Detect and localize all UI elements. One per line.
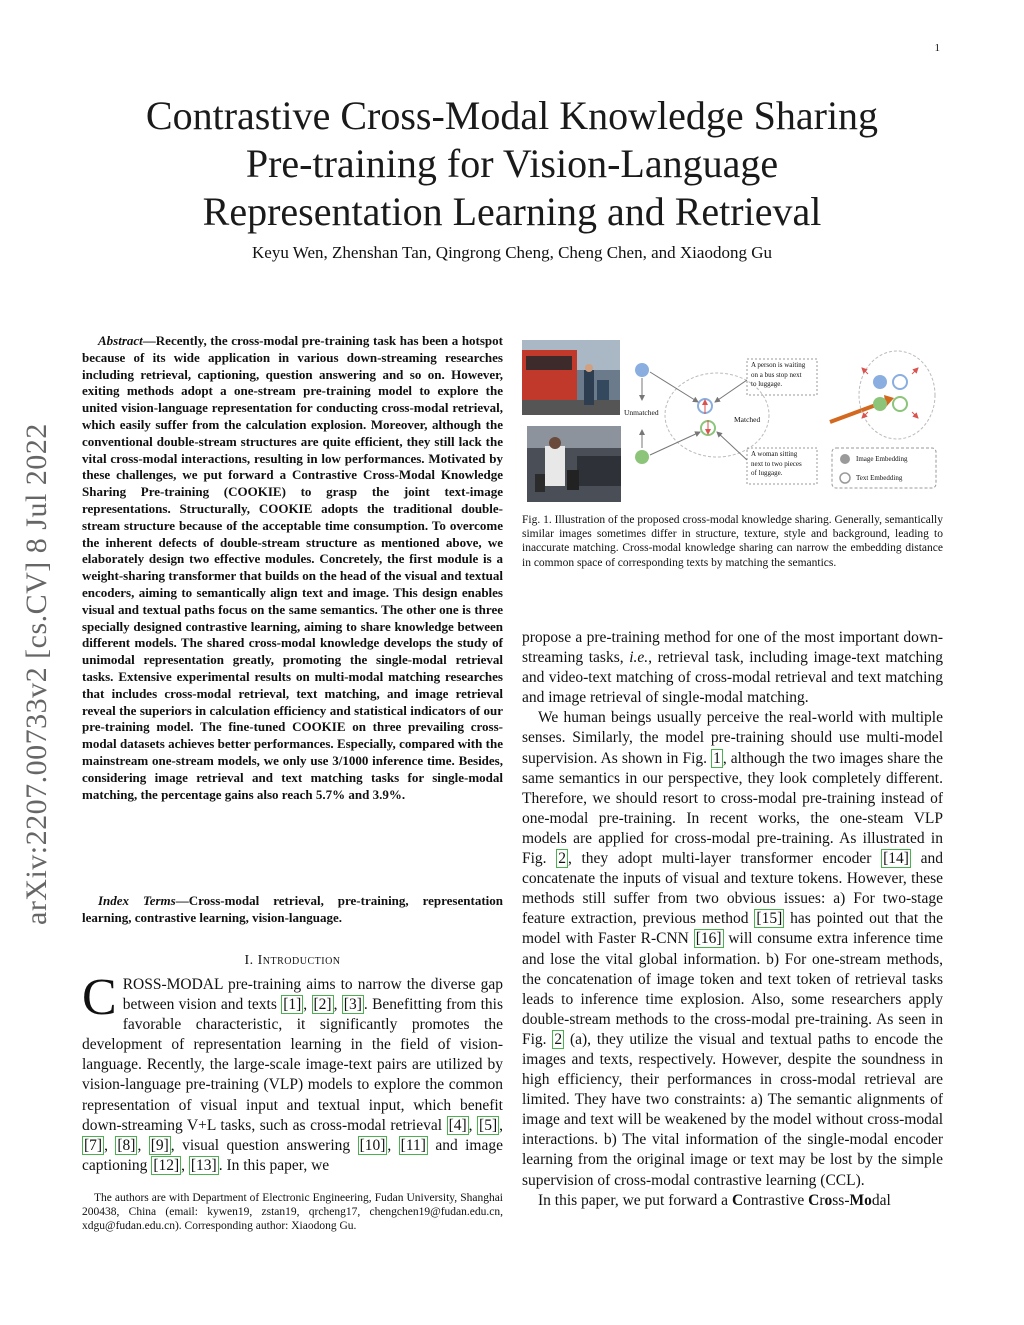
intro-sep: ,	[137, 1136, 149, 1154]
embedding-node	[873, 397, 887, 411]
acronym-letter: C	[731, 1191, 744, 1209]
section-title: Introduction	[257, 953, 341, 968]
intro-text: and image captioning	[82, 1136, 503, 1174]
legend-text-label: Text Embedding	[856, 474, 903, 482]
body-text: will consume extra inference time and lose the vital global information. b) For one-stream methods, the concatenation of image token and text token of retrieval tasks leads to inference time explosion. Also, some researchers apply double-stream methods to the cross-modal pre-training. As seen in Fig.	[522, 930, 943, 1048]
introduction-paragraph	[82, 969, 504, 1176]
arrow	[715, 380, 747, 402]
intro-text: ROSS-MODAL pre-training aims to narrow the diverse gap between vision and texts	[122, 976, 503, 1014]
citation-link[interactable]: [8]	[117, 1136, 136, 1154]
intro-sep: ,	[387, 1136, 399, 1154]
acronym-letter: C	[808, 1191, 820, 1209]
caption-line: next to two pieces	[751, 459, 802, 468]
arrow	[650, 372, 698, 402]
citation-link[interactable]: [15]	[756, 910, 783, 928]
intro-text: . Benefitting from this favorable characteristic, it significantly promotes the development of representation learning in the field of vision-language. Recently, the large-scale image-text pairs are utilized by vision-language pre-training (VLP) models to explore the common representation of visual input and textual input, which benefit down-streaming V+L tasks, such as cross-modal retrieval	[82, 996, 504, 1134]
page-number: 1	[934, 42, 940, 54]
citation-link[interactable]: [14]	[883, 850, 909, 868]
intro-sep: ,	[104, 1136, 116, 1154]
figure-ref-link[interactable]: 2	[554, 1030, 563, 1048]
citation-link[interactable]: [13]	[190, 1156, 217, 1174]
citation-link[interactable]: [2]	[313, 996, 332, 1014]
abstract-text: Recently, the cross-modal pre-training task has been a hotspot because of its wide application in various down-streaming researches including retrieval, captioning, question answering and so on. However, exiting methods adopt a one-stream pre-training model to explore the united vision-language representation for conducting cross-modal retrieval, which easily suffer from the calculation explosion. Moreover, although the conventional double-stream structures are quite efficient, they still lack the vital cross-modal interactions, resulting in low performances. Motivated by these challenges, we put forward a Contrastive Cross-Modal Knowledge Sharing Pre-training (COOKIE) to grasp the joint text-image representations. Structurally, COOKIE adopts the traditional double-stream structure because of the acceptable time consumption. To overcome the inherent defects of double-stream structure as mentioned above, we elaborately design two effective modules. Concretely, the first module is a weight-sharing transformer that builds on the head of the visual and textual encoders, aiming to semantically align text and image. This design enables visual and textual paths focus on the same semantics. The other one is three specially designed contrastive learning, aiming to share knowledge between different models. The shared cross-modal knowledge develops the study of unimodal representation greatly, promoting the single-modal retrieval tasks. Extensive experimental results on multi-modal matching researches that includes cross-modal retrieval, text matching, and image retrieval reveal the superiors in calculation efficiency and statistical indicators of our pre-training model. The fine-tuned COOKIE on three prevailing cross-modal datasets achieves better performances. Especially, compared with the mainstream one-stream models, we only use 3/1000 inference time. Besides, considering image retrieval and text matching tasks for single-modal matching, the percentage gains also reach 5.7% and 3.9%.	[82, 333, 503, 802]
intro-text: , visual question answering	[170, 1136, 358, 1154]
figure-ref-link[interactable]: 2	[558, 850, 566, 868]
paragraph	[522, 628, 943, 708]
body-text: In this paper, we put forward a	[538, 1191, 732, 1209]
embedding-node	[873, 375, 887, 389]
intro-sep: ,	[333, 996, 342, 1014]
section-heading	[82, 953, 503, 969]
body-text: has pointed out that the model with Faster R-CNN	[522, 910, 943, 948]
body-text: (a), they utilize the visual and textual paths to encode the images and texts, respectively. However, despite the soundness in high efficiency, their performances in cross-modal retrieval are limited. They have two constraints: a) The semantic alignments of image and text will be weakened by the model without cross-modal interactions. b) The vital information of the single-modal encoder learning from the original image or text may be lost by the simple supervision of cross-modal contrastive learning (CCL).	[522, 1030, 943, 1189]
index-terms-label: Index Terms	[98, 893, 176, 908]
citation-link[interactable]: [12]	[153, 1156, 180, 1174]
abstract-dash: —	[142, 333, 156, 348]
drop-cap: C	[82, 969, 117, 1026]
red-arrow	[862, 368, 868, 374]
index-terms	[82, 893, 503, 927]
legend-image-label: Image Embedding	[856, 455, 908, 463]
citation-link[interactable]: [7]	[84, 1136, 103, 1154]
intro-sep: ,	[181, 1156, 189, 1174]
paragraph	[522, 708, 943, 1190]
caption-line: on a bus stop next	[751, 370, 802, 379]
body-text: retrieval task, including image-text matching and video-text matching of cross-modal retrieval and text matching and image retrieval of single-modal matching.	[522, 649, 943, 707]
citation-link[interactable]: [11]	[400, 1136, 426, 1154]
caption-line: to luggage.	[751, 380, 783, 388]
label-matched: Matched	[734, 415, 761, 424]
abstract-label: Abstract	[98, 333, 143, 348]
legend-text-swatch	[840, 473, 850, 483]
citation-link[interactable]: [5]	[479, 1116, 498, 1134]
label-unmatched: Unmatched	[624, 408, 659, 417]
embedding-diagram	[522, 340, 942, 510]
arxiv-sidebar-stamp: arXiv:2207.00733v2 [cs.CV] 8 Jul 2022	[20, 423, 53, 925]
citation-link[interactable]: [4]	[448, 1116, 467, 1134]
title-line: Pre-training for Vision-Language	[245, 141, 779, 186]
caption-text-top	[751, 361, 805, 390]
intro-sep: ,	[303, 996, 312, 1014]
body-text: ontrastive	[743, 1191, 809, 1209]
figure-ref-link[interactable]: 1	[713, 749, 721, 767]
paper-title	[90, 92, 934, 236]
embedding-space	[859, 351, 935, 439]
right-column-body	[522, 628, 943, 1211]
body-text: dal	[871, 1191, 891, 1209]
citation-link[interactable]: [1]	[283, 996, 302, 1014]
citation-link[interactable]: [9]	[150, 1136, 169, 1154]
acronym-letter: M	[849, 1191, 865, 1209]
caption-line: of luggage.	[751, 469, 783, 477]
body-text: , although the two images share the same semantics in our perspective, they look completely different. Therefore, we should resort to cross-modal pre-training instead of one-modal pre-training. In recent works, the one-steam VLP models are applied for cross-modal pre-training. As illustrated in Fig.	[522, 749, 943, 868]
index-terms-text: Cross-modal retrieval, pre-training, representation learning, contrastive learning, vision-language.	[82, 893, 503, 925]
body-text: and concatenate the inputs of visual and texture tokens. However, these methods still suffer from two obvious issues: a) For two-stage feature extraction, previous method	[522, 850, 943, 928]
body-text: We human beings usually perceive the real-world with multiple senses. Similarly, the model pre-training should use multi-model supervision. As shown in Fig.	[522, 709, 943, 767]
caption-text-bottom	[751, 450, 802, 479]
body-text: propose a pre-training method for one of the most important down-streaming tasks,	[522, 629, 943, 667]
acronym-letter: o	[824, 1191, 833, 1209]
author-footnote: The authors are with Department of Electronic Engineering, Fudan University, Shanghai 200438, China (email: kywen19, zstan19, qrcheng17, chengchen19@fudan.edu.cn, xdgu@fudan.edu.cn). Corresponding author: Xiaodong Gu.	[82, 1192, 503, 1232]
intro-sep: ,	[499, 1116, 503, 1134]
intro-text: . In this paper, we	[218, 1156, 330, 1174]
citation-link[interactable]: [10]	[359, 1136, 386, 1154]
red-arrow	[912, 368, 918, 374]
index-terms-dash: —	[175, 893, 189, 908]
embedding-node	[893, 375, 907, 389]
figure-caption: Fig. 1. Illustration of the proposed cross-modal knowledge sharing. Generally, semantically similar images sometimes differ in structure, texture, style and background, leading to inaccurate matching. Cross-modal knowledge sharing can narrow the embedding distance in common space of corresponding texts by matching the semantics.	[522, 514, 943, 569]
arrow	[717, 432, 747, 460]
body-text: r	[819, 1191, 825, 1209]
arrow	[650, 432, 700, 455]
legend-image-swatch	[840, 454, 850, 464]
image-node	[635, 363, 649, 377]
author-list: Keyu Wen, Zhenshan Tan, Qingrong Cheng, Cheng Chen, and Xiaodong Gu	[252, 243, 772, 262]
embedding-node	[893, 397, 907, 411]
red-arrow	[862, 412, 868, 418]
caption-line: A person is waiting	[751, 361, 806, 369]
citation-link[interactable]: [16]	[695, 930, 722, 948]
acronym-letter: o	[864, 1191, 872, 1209]
citation-link[interactable]: [3]	[343, 996, 362, 1014]
caption-line: A woman sitting	[751, 450, 798, 458]
intro-sep: ,	[468, 1116, 478, 1134]
figure-1	[522, 340, 942, 510]
title-line: Contrastive Cross-Modal Knowledge Sharing	[145, 93, 879, 138]
body-text: ss-	[832, 1191, 850, 1209]
red-arrow	[912, 412, 918, 418]
abstract	[82, 333, 503, 803]
title-line: Representation Learning and Retrieval	[202, 189, 822, 234]
body-text: i.e.,	[629, 649, 653, 667]
image-node	[635, 450, 649, 464]
section-number: I.	[244, 953, 254, 968]
paragraph	[522, 1191, 943, 1211]
body-text: , they adopt multi-layer transformer encoder	[567, 850, 882, 868]
